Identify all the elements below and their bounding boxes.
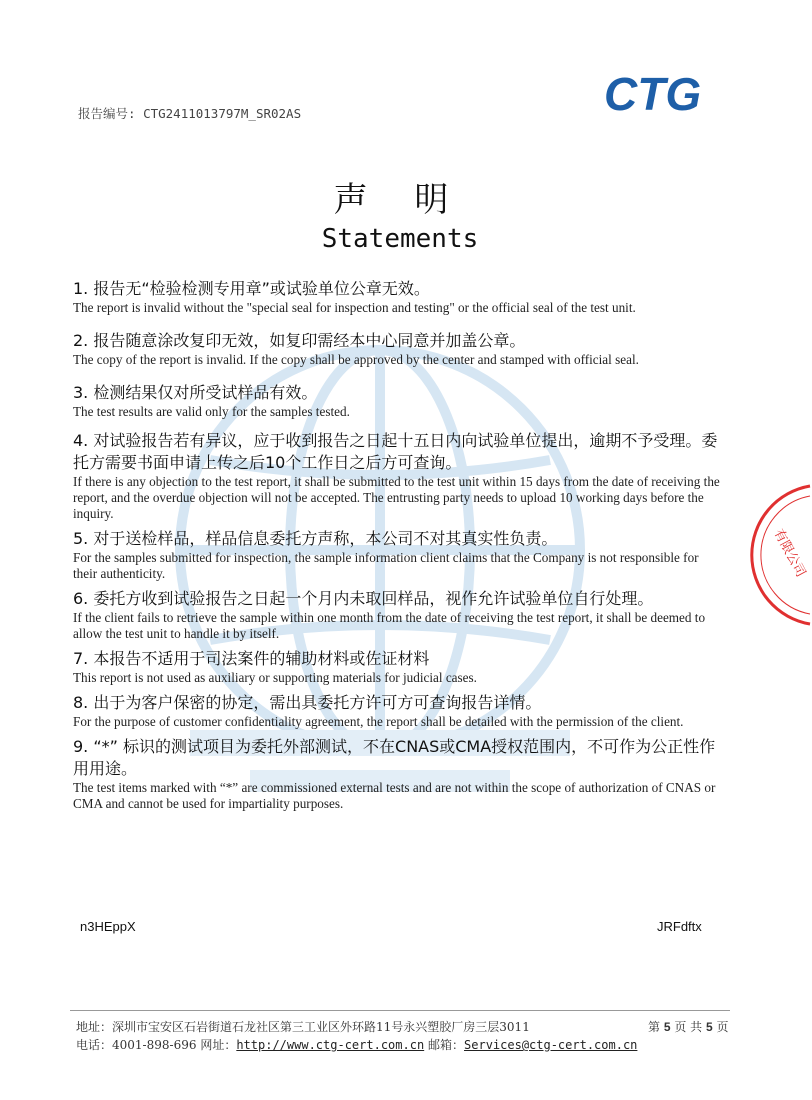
statement-en: The report is invalid without the "special seal for inspection and testing" or the official seal of the test unit. (73, 300, 636, 315)
statement-item (73, 382, 723, 420)
page-suffix: 页 (716, 1020, 729, 1034)
statement-item (73, 330, 723, 368)
page-total: 5 (706, 1020, 713, 1034)
statement-en: For the samples submitted for inspection, the sample information client claims that the Company is not responsible for their authenticity. (73, 550, 699, 581)
web-label: 网址： (200, 1038, 237, 1052)
phone-label: 电话： (76, 1038, 113, 1052)
statement-item (73, 648, 723, 686)
ctg-logo (600, 68, 728, 118)
statement-en: If there is any objection to the test report, it shall be submitted to the test unit within 15 days from the date of receiving the report, and the overdue objection will not be accepted. The entrusting party needs to upload 10 working days before the inquiry. (73, 474, 720, 521)
report-number-value: CTG2411013797M_SR02AS (143, 106, 302, 121)
statement-en: For the purpose of customer confidentiality agreement, the report shall be detailed with the permission of the client. (73, 714, 684, 729)
statement-item (73, 736, 723, 812)
statement-en: The test items marked with “*” are commissioned external tests and are not within the scope of authorization of CNAS or CMA and cannot be used for impartiality purposes. (73, 780, 716, 811)
report-number (78, 104, 301, 122)
statement-item (73, 692, 723, 730)
statement-cn: 5. 对于送检样品，样品信息委托方声称，本公司不对其真实性负责。 (73, 529, 558, 548)
statement-en: This report is not used as auxiliary or supporting materials for judicial cases. (73, 670, 477, 685)
footer-address (76, 1018, 530, 1035)
footer-contact (76, 1036, 637, 1053)
statement-cn: 9. “*” 标识的测试项目为委托外部测试，不在CNAS或CMA授权范围内，不可作为公正性作用用途。 (73, 737, 716, 778)
statements-list (73, 278, 723, 818)
statement-item (73, 588, 723, 642)
phone-value: 4001-898-696 (112, 1038, 197, 1052)
statement-en: The copy of the report is invalid. If the copy shall be approved by the center and stamped with official seal. (73, 352, 639, 367)
page-prefix: 第 (648, 1020, 661, 1034)
email-link[interactable]: Services@ctg-cert.com.cn (464, 1038, 638, 1052)
statement-cn: 4. 对试验报告若有异议，应于收到报告之日起十五日内向试验单位提出，逾期不予受理。委托方需要书面申请上传之后10个工作日之后方可查询。 (73, 431, 718, 472)
verification-code-left: n3HEppX (80, 919, 136, 934)
statement-cn: 6. 委托方收到试验报告之日起一个月内未取回样品，视作允许试验单位自行处理。 (73, 589, 654, 608)
statement-en: If the client fails to retrieve the sample within one month from the date of receiving the test report, it shall be deemed to allow the test unit to handle it by itself. (73, 610, 706, 641)
verification-code-right: JRFdftx (657, 919, 702, 934)
statement-item (73, 528, 723, 582)
statement-cn: 8. 出于为客户保密的协定，需出具委托方许可方可查询报告详情。 (73, 693, 542, 712)
email-label: 邮箱： (428, 1038, 465, 1052)
statement-cn: 1. 报告无“检验检测专用章”或试验单位公章无效。 (73, 279, 430, 298)
statement-cn: 3. 检测结果仅对所受试样品有效。 (73, 383, 318, 402)
website-link[interactable]: http://www.ctg-cert.com.cn (236, 1038, 425, 1052)
statement-item (73, 278, 723, 316)
address-label: 地址： (76, 1020, 113, 1034)
page-current: 5 (663, 1020, 671, 1034)
page-middle: 页 共 (674, 1020, 703, 1034)
report-number-label: 报告编号: (78, 106, 136, 121)
statement-en: The test results are valid only for the samples tested. (73, 404, 350, 419)
company-seal (752, 480, 812, 630)
seal-text: 有限公司 (770, 526, 809, 580)
statement-item (73, 430, 723, 522)
statement-cn: 7. 本报告不适用于司法案件的辅助材料或佐证材料 (73, 649, 430, 668)
page-indicator (648, 1018, 729, 1035)
statement-cn: 2. 报告随意涂改复印无效，如复印需经本中心同意并加盖公章。 (73, 331, 526, 350)
title-chinese: 声 明 (333, 180, 467, 220)
footer-divider (70, 1010, 730, 1011)
logo-text: CTG (604, 68, 702, 120)
title-english: Statements (321, 224, 479, 254)
address-value: 深圳市宝安区石岩街道石龙社区第三工业区外环路11号永兴塑胶厂房三层3011 (112, 1020, 530, 1034)
